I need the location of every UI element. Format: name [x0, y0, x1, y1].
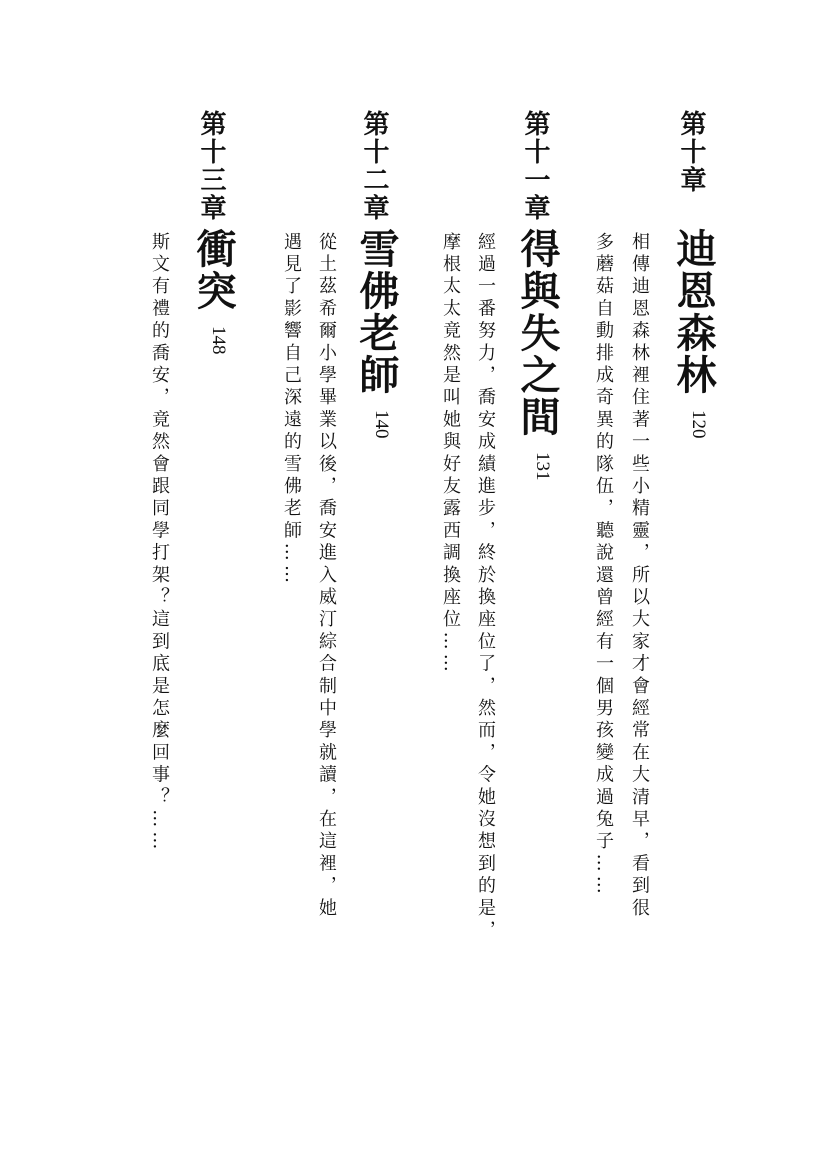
chapter-11-page: 131 [532, 452, 553, 481]
chapter-13-page: 148 [208, 326, 229, 355]
chapter-12-desc-line-1: 從土茲希爾小學畢業以後，喬安進入威汀綜合制中學就讀，在這裡，她 [316, 232, 337, 921]
chapter-11-label: 第十一章 [520, 110, 550, 222]
chapter-12-page: 140 [371, 410, 392, 439]
chapter-13-title [190, 228, 241, 355]
chapter-10-page: 120 [688, 410, 709, 439]
chapter-11-title-text: 得與失之間 [514, 228, 560, 438]
chapter-10-title [670, 228, 721, 439]
chapter-10-desc-line-2: 多蘑菇自動排成奇異的隊伍，聽說還曾經有一個男孩變成過兔子…… [593, 232, 614, 898]
chapter-11-desc-line-1: 經過一番努力，喬安成績進步，終於換座位了，然而，令她沒想到的是， [475, 232, 496, 943]
chapter-13-title-text: 衝突 [190, 228, 236, 312]
chapter-10-desc-line-1: 相傳迪恩森林裡住著一些小精靈，所以大家才會經常在大清早，看到很 [629, 232, 650, 921]
chapter-12-title [353, 228, 404, 439]
chapter-12-label: 第十二章 [359, 110, 389, 222]
chapter-11-desc-line-2: 摩根太太竟然是叫她與好友露西調換座位…… [440, 232, 461, 676]
chapter-13-label: 第十三章 [196, 110, 226, 222]
chapter-12-desc-line-2: 遇見了影響自己深遠的雪佛老師…… [281, 232, 302, 588]
chapter-13-desc-line-1: 斯文有禮的喬安，竟然會跟同學打架？這到底是怎麼回事？…… [149, 232, 170, 854]
chapter-12-title-text: 雪佛老師 [353, 228, 399, 396]
chapter-10-label: 第十章 [676, 110, 706, 194]
chapter-10-title-text: 迪恩森林 [670, 228, 716, 396]
chapter-11-title [514, 228, 565, 481]
